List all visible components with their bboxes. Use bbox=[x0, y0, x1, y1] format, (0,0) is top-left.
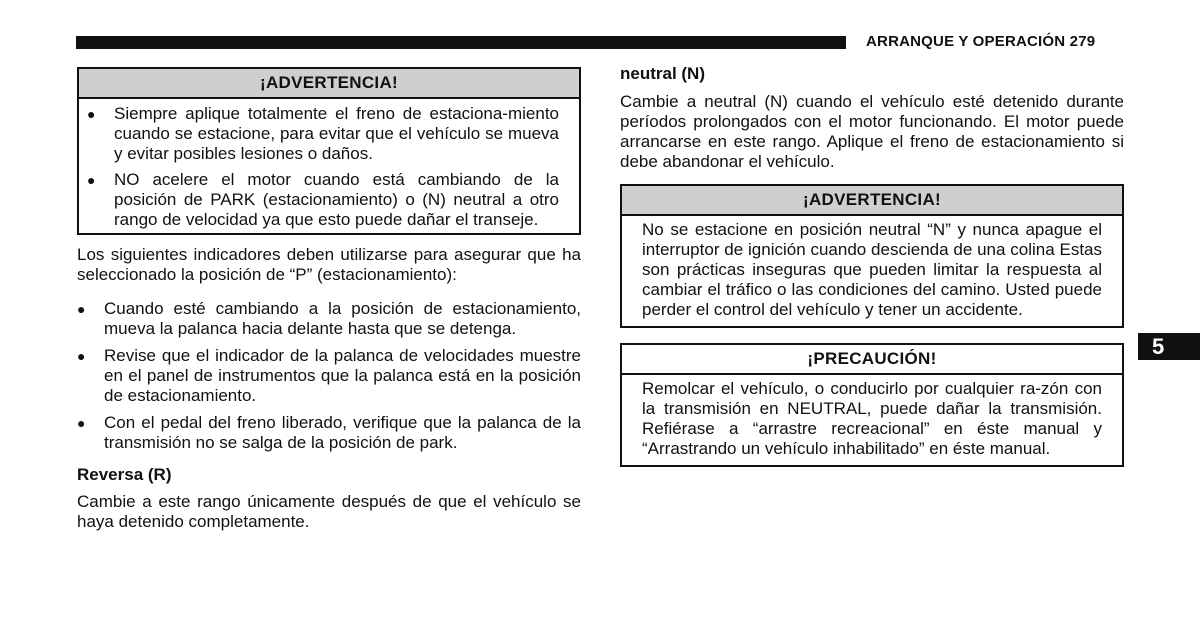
section-number-tab: 5 bbox=[1138, 333, 1200, 360]
page-header-title: ARRANQUE Y OPERACIÓN 279 bbox=[866, 33, 1096, 50]
list-item bbox=[87, 104, 559, 164]
indicator-text: Revise que el indicador de la palanca de velocidades muestre en el panel de instrumentos que la palanca está en la posición de estacionamiento. bbox=[104, 346, 581, 405]
indicator-text: Cuando esté cambiando a la posición de estacionamiento, mueva la palanca hacia delante hasta que se detenga. bbox=[104, 299, 581, 338]
warning-box-title: ¡ADVERTENCIA! bbox=[622, 186, 1122, 216]
neutral-text: Cambie a neutral (N) cuando el vehículo esté detenido durante períodos prolongados con el motor funcionando. El motor puede arrancarse en este rango. Aplique el freno de estacionamiento si debe abandonar el vehículo. bbox=[620, 92, 1124, 171]
list-item bbox=[87, 170, 559, 230]
bullet-icon: ● bbox=[77, 348, 86, 364]
warning-item-text: NO acelere el motor cuando está cambiando de la posición de PARK (estacionamiento) o (N) neutral a otro rango de velocidad ya que esto puede dañar el transeje. bbox=[114, 170, 559, 229]
neutral-heading: neutral (N) bbox=[620, 64, 705, 83]
header-rule bbox=[76, 36, 846, 49]
caution-box bbox=[620, 343, 1124, 467]
warning-item-text: Siempre aplique totalmente el freno de estaciona-miento cuando se estacione, para evitar que el vehículo se mueva y evitar posibles lesiones o daños. bbox=[114, 104, 559, 163]
indicator-list bbox=[77, 299, 581, 453]
warning-box-body: No se estacione en posición neutral “N” y nunca apague el interruptor de ignición cuando descienda de una colina Estas son prácticas inseguras que pueden limitar la respuesta al cambiar el tráfico o las condiciones del camino. Usted puede perder el control del vehículo y tener un accidente. bbox=[642, 220, 1102, 319]
bullet-icon: ● bbox=[87, 106, 96, 122]
indicators-intro: Los siguientes indicadores deben utilizarse para asegurar que ha seleccionado la posición de “P” (estacionamiento): bbox=[77, 245, 581, 284]
bullet-icon: ● bbox=[77, 415, 86, 431]
right-column bbox=[620, 64, 1124, 467]
warning-list bbox=[87, 104, 559, 230]
warning-box-left bbox=[77, 67, 581, 235]
caution-box-body: Remolcar el vehículo, o conducirlo por cualquier ra-zón con la transmisión en NEUTRAL, puede dañar la transmisión. Refiérase a “arrastre recreacional” en éste manual y “Arrastrando un vehículo inhabilitado” en éste manual. bbox=[642, 379, 1102, 458]
list-item bbox=[77, 299, 581, 339]
indicator-text: Con el pedal del freno liberado, verifique que la palanca de la transmisión no se salga de la posición de park. bbox=[104, 413, 581, 452]
warning-box-right bbox=[620, 184, 1124, 328]
caution-box-title: ¡PRECAUCIÓN! bbox=[622, 345, 1122, 375]
warning-box-body bbox=[79, 99, 579, 233]
bullet-icon: ● bbox=[87, 172, 96, 188]
list-item bbox=[77, 413, 581, 453]
reverse-text: Cambie a este rango únicamente después de que el vehículo se haya detenido completamente. bbox=[77, 492, 581, 531]
bullet-icon: ● bbox=[77, 301, 86, 317]
list-item bbox=[77, 346, 581, 406]
warning-box-title: ¡ADVERTENCIA! bbox=[79, 69, 579, 99]
reverse-heading: Reversa (R) bbox=[77, 465, 172, 484]
left-column bbox=[77, 67, 581, 532]
